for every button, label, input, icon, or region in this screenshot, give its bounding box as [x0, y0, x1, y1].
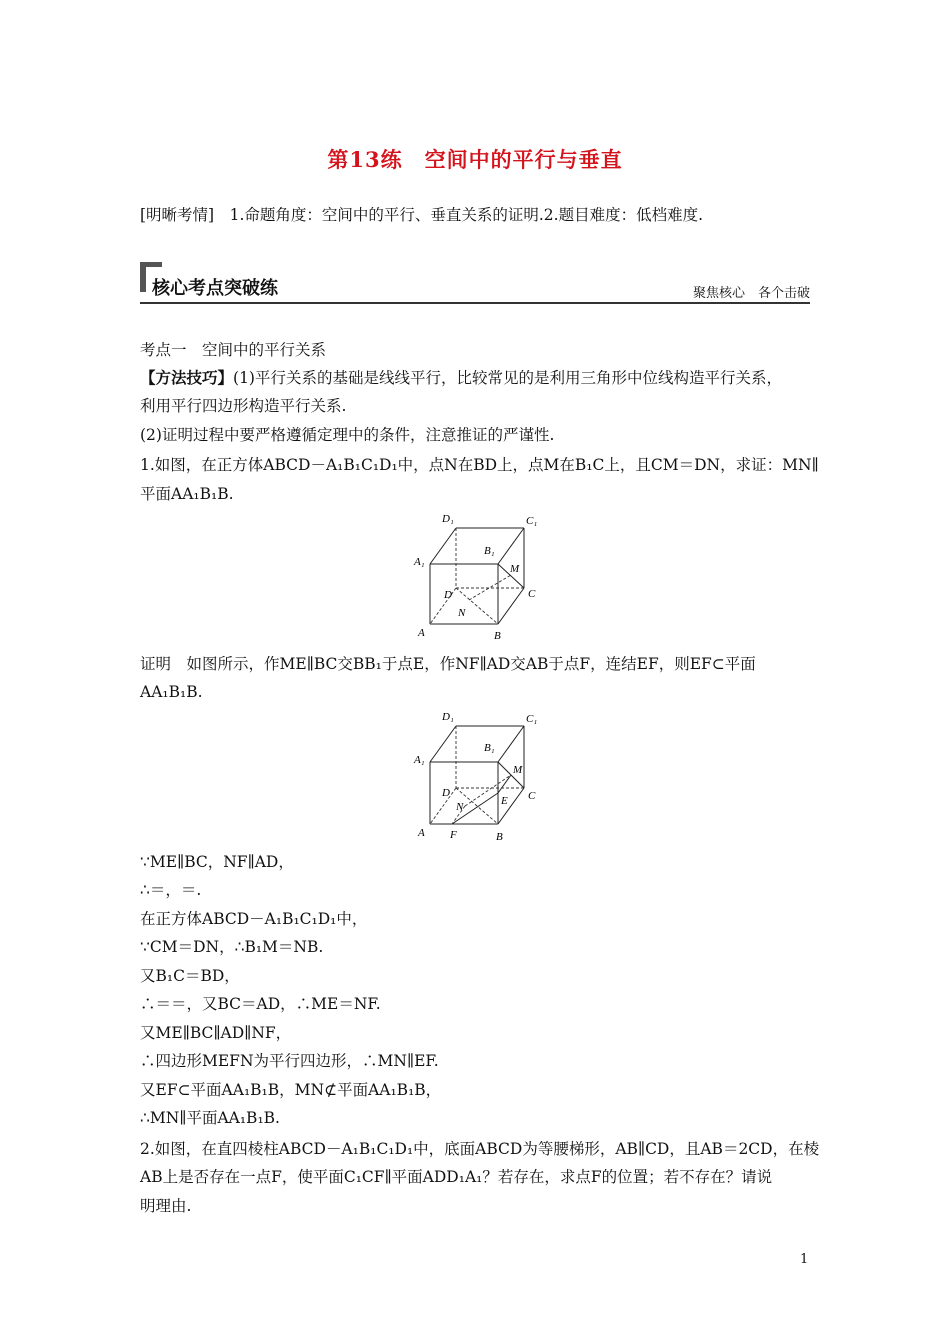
problem2-line-3: 明理由.: [140, 1197, 192, 1215]
label-C1: C₁: [526, 713, 538, 725]
label-A: A: [418, 627, 425, 639]
problem2-line-2: AB上是否存在一点F，使平面C₁CF∥平面ADD₁A₁？若存在，求点F的位置；若不存在？请说: [140, 1168, 773, 1186]
label-D1: D₁: [442, 711, 454, 723]
page-title: 第13练 空间中的平行与垂直: [327, 147, 623, 172]
proof-step-3: 在正方体ABCD－A₁B₁C₁D₁中，: [140, 910, 368, 928]
method-line-3: (2)证明过程中要严格遵循定理中的条件，注意推证的严谨性.: [140, 426, 555, 444]
method-label: 【方法技巧】: [140, 368, 234, 387]
proof-step-10: ∴MN∥平面AA₁B₁B.: [140, 1109, 280, 1127]
cube-figure-1: [410, 508, 550, 644]
proof-step-9: 又EF⊂平面AA₁B₁B，MN⊄平面AA₁B₁B，: [140, 1081, 442, 1099]
section-banner: [140, 262, 810, 306]
problem1-line-2: 平面AA₁B₁B.: [140, 485, 234, 503]
label-M: M: [513, 764, 523, 776]
label-B: B: [496, 831, 503, 843]
banner-subtitle: 聚焦核心 各个击破: [692, 286, 810, 301]
proof-step-4: ∵CM＝DN，∴B₁M＝NB.: [140, 938, 324, 956]
proof-step-2: ∴＝，＝.: [140, 881, 202, 899]
label-F: F: [450, 829, 457, 841]
label-N: N: [456, 801, 464, 813]
label-B: B: [494, 630, 501, 642]
method-text-1: (1)平行关系的基础是线线平行，比较常见的是利用三角形中位线构造平行关系，: [233, 369, 782, 387]
topic-heading: 考点一 空间中的平行关系: [140, 341, 327, 359]
problem2-line-1: 2.如图，在直四棱柱ABCD－A₁B₁C₁D₁中，底面ABCD为等腰梯形，AB∥CD，且AB＝2CD，在棱: [140, 1140, 820, 1158]
proof-step-5: 又B₁C＝BD，: [140, 967, 240, 985]
proof-step-7: 又ME∥BC∥AD∥NF，: [140, 1024, 292, 1042]
method-line-1: [140, 368, 782, 388]
label-B1: B₁: [484, 742, 495, 754]
label-M: M: [510, 563, 520, 575]
label-C: C: [528, 588, 536, 600]
proof-line-2: AA₁B₁B.: [140, 683, 203, 701]
proof-line-1: 证明 如图所示，作ME∥BC交BB₁于点E，作NF∥AD交AB于点F，连结EF，则EF⊂平面: [140, 655, 756, 673]
label-C1: C₁: [526, 515, 538, 527]
label-A1: A₁: [414, 754, 425, 766]
method-line-2: 利用平行四边形构造平行关系.: [140, 397, 347, 415]
label-E: E: [501, 795, 508, 807]
label-N: N: [458, 607, 466, 619]
cube-figure-2: [410, 706, 550, 844]
label-C: C: [528, 790, 536, 802]
label-D1: D₁: [442, 513, 454, 525]
label-B1: B₁: [484, 545, 495, 557]
banner-corner-mark-top: [140, 262, 162, 267]
intro-text: [明晰考情] 1.命题角度：空间中的平行、垂直关系的证明.2.题目难度：低档难度.: [140, 206, 704, 224]
problem1-line-1: 1.如图，在正方体ABCD－A₁B₁C₁D₁中，点N在BD上，点M在B₁C上，且CM＝DN，求证：MN∥: [140, 456, 819, 474]
label-A: A: [418, 827, 425, 839]
proof-step-8: ∴四边形MEFN为平行四边形，∴MN∥EF.: [140, 1052, 439, 1070]
label-A1: A₁: [414, 556, 425, 568]
proof-step-1: ∵ME∥BC，NF∥AD，: [140, 853, 294, 871]
proof-step-6: ∴＝＝，又BC＝AD，∴ME＝NF.: [140, 995, 381, 1013]
label-D: D: [444, 589, 452, 601]
banner-divider: [140, 302, 810, 304]
page-number: 1: [800, 1252, 809, 1267]
label-D: D: [442, 787, 450, 799]
banner-title: 核心考点突破练: [152, 278, 278, 299]
